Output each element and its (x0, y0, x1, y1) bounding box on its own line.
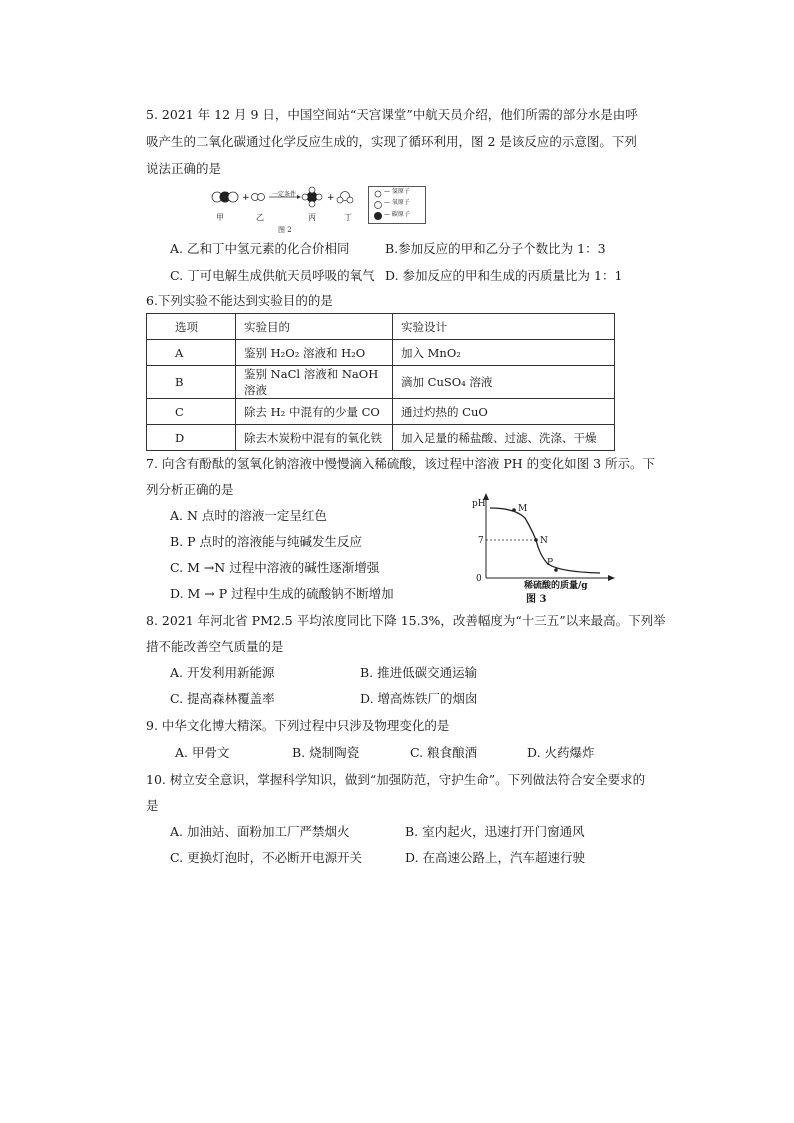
arrow-condition: 一定条件 (272, 191, 297, 198)
q7-option-c: C. M →N 过程中溶液的碱性逐渐增强 (170, 560, 380, 575)
header-design: 实验设计 (393, 314, 615, 340)
q7-option-a: A. N 点时的溶液一定呈红色 (170, 508, 327, 523)
q5-stem-line3: 说法正确的是 (146, 161, 222, 176)
q8-option-b: B. 推进低碳交通运输 (360, 665, 478, 680)
row-design: 通过灼热的 CuO (393, 399, 615, 425)
row-label: B (147, 366, 236, 399)
point-p-label: P (547, 558, 554, 568)
q6-table (146, 313, 615, 451)
q9-option-b: B. 烧制陶瓷 (292, 745, 360, 760)
figure2-caption: 图 2 (278, 226, 292, 234)
table-row (147, 366, 615, 399)
q10-stem-line2: 是 (146, 798, 159, 813)
q7-option-d: D. M → P 过程中生成的硫酸钠不断增加 (170, 586, 394, 601)
x-axis-label: 稀硫酸的质量/g (524, 581, 588, 591)
q6-stem: 6.下列实验不能达到实验目的的是 (146, 293, 333, 308)
row-label: C (147, 399, 236, 425)
q8-option-c: C. 提高森林覆盖率 (170, 691, 275, 706)
q5-option-d: D. 参加反应的甲和生成的丙质量比为 1：1 (385, 268, 623, 283)
row-label: D (147, 425, 236, 451)
origin-label: 0 (476, 574, 482, 584)
legend-oxygen: — 氧原子 (384, 199, 410, 206)
q9-stem: 9. 中华文化博大精深。下列过程中只涉及物理变化的是 (146, 718, 450, 733)
q9-option-a: A. 甲骨文 (175, 745, 230, 760)
figure3-caption: 图 3 (526, 594, 547, 605)
table-row (147, 425, 615, 451)
svg-text:+: + (327, 193, 335, 203)
legend-carbon: — 碳原子 (384, 211, 410, 218)
label-bing: 丙 (308, 213, 316, 222)
row-design: 滴加 CuSO₄ 溶液 (393, 366, 615, 399)
row-purpose: 除去木炭粉中混有的氧化铁 (236, 425, 393, 451)
row-design: 加入足量的稀盐酸、过滤、洗涤、干燥 (393, 425, 615, 451)
q9-option-c: C. 粮食酿酒 (410, 745, 478, 760)
q5-option-a: A. 乙和丁中氢元素的化合价相同 (170, 241, 350, 256)
svg-text:+: + (242, 193, 250, 203)
table-row (147, 399, 615, 425)
table-row (147, 340, 615, 366)
q8-stem-line1: 8. 2021 年河北省 PM2.5 平均浓度同比下降 15.3%，改善幅度为“十三五”以来最高。下列举 (146, 613, 666, 628)
q5-option-b: B.参加反应的甲和乙分子个数比为 1：3 (385, 241, 606, 256)
header-purpose: 实验目的 (236, 314, 393, 340)
row-purpose: 鉴别 NaCl 溶液和 NaOH 溶液 (236, 366, 393, 399)
q9-option-d: D. 火药爆炸 (527, 745, 595, 760)
q5-option-c: C. 丁可电解生成供航天员呼吸的氧气 (170, 268, 375, 283)
q10-option-a: A. 加油站、面粉加工厂严禁烟火 (170, 824, 350, 839)
q8-option-a: A. 开发利用新能源 (170, 665, 275, 680)
ph-seven-tick: 7 (478, 536, 484, 546)
q8-stem-line2: 措不能改善空气质量的是 (146, 639, 284, 654)
row-purpose: 除去 H₂ 中混有的少量 CO (236, 399, 393, 425)
legend-hydrogen: — 氢原子 (384, 188, 410, 195)
q7-option-b: B. P 点时的溶液能与纯碱发生反应 (170, 534, 363, 549)
q8-option-d: D. 增高炼铁厂的烟囱 (360, 691, 478, 706)
table-header-row (147, 314, 615, 340)
q10-option-c: C. 更换灯泡时，不必断开电源开关 (170, 850, 363, 865)
figure2-legend (368, 186, 426, 224)
point-m-label: M (518, 504, 528, 514)
q10-stem-line1: 10. 树立安全意识，掌握科学知识，做到“加强防范，守护生命”。下列做法符合安全要求的 (146, 772, 646, 787)
q10-option-b: B. 室内起火，迅速打开门窗通风 (405, 824, 585, 839)
point-n-label: N (540, 536, 548, 546)
label-jia: 甲 (216, 213, 224, 222)
q5-stem-line1: 5. 2021 年 12 月 9 日，中国空间站“天宫课堂”中航天员介绍，他们所需的部分水是由呼 (146, 107, 638, 122)
row-label: A (147, 340, 236, 366)
q10-option-d: D. 在高速公路上，汽车超速行驶 (405, 850, 586, 865)
row-design: 加入 MnO₂ (393, 340, 615, 366)
q7-stem-line1: 7. 向含有酚酞的氢氧化钠溶液中慢慢滴入稀硫酸，该过程中溶液 PH 的变化如图 3 所示。下 (146, 456, 656, 471)
label-yi: 乙 (256, 213, 264, 222)
ph-axis-label: pH (472, 499, 486, 509)
header-option: 选项 (147, 314, 236, 340)
q5-stem-line2: 吸产生的二氧化碳通过化学反应生成的，实现了循环利用，图 2 是该反应的示意图。下列 (146, 134, 637, 149)
row-purpose: 鉴别 H₂O₂ 溶液和 H₂O (236, 340, 393, 366)
q7-stem-line2: 列分析正确的是 (146, 482, 234, 497)
label-ding: 丁 (344, 213, 352, 222)
